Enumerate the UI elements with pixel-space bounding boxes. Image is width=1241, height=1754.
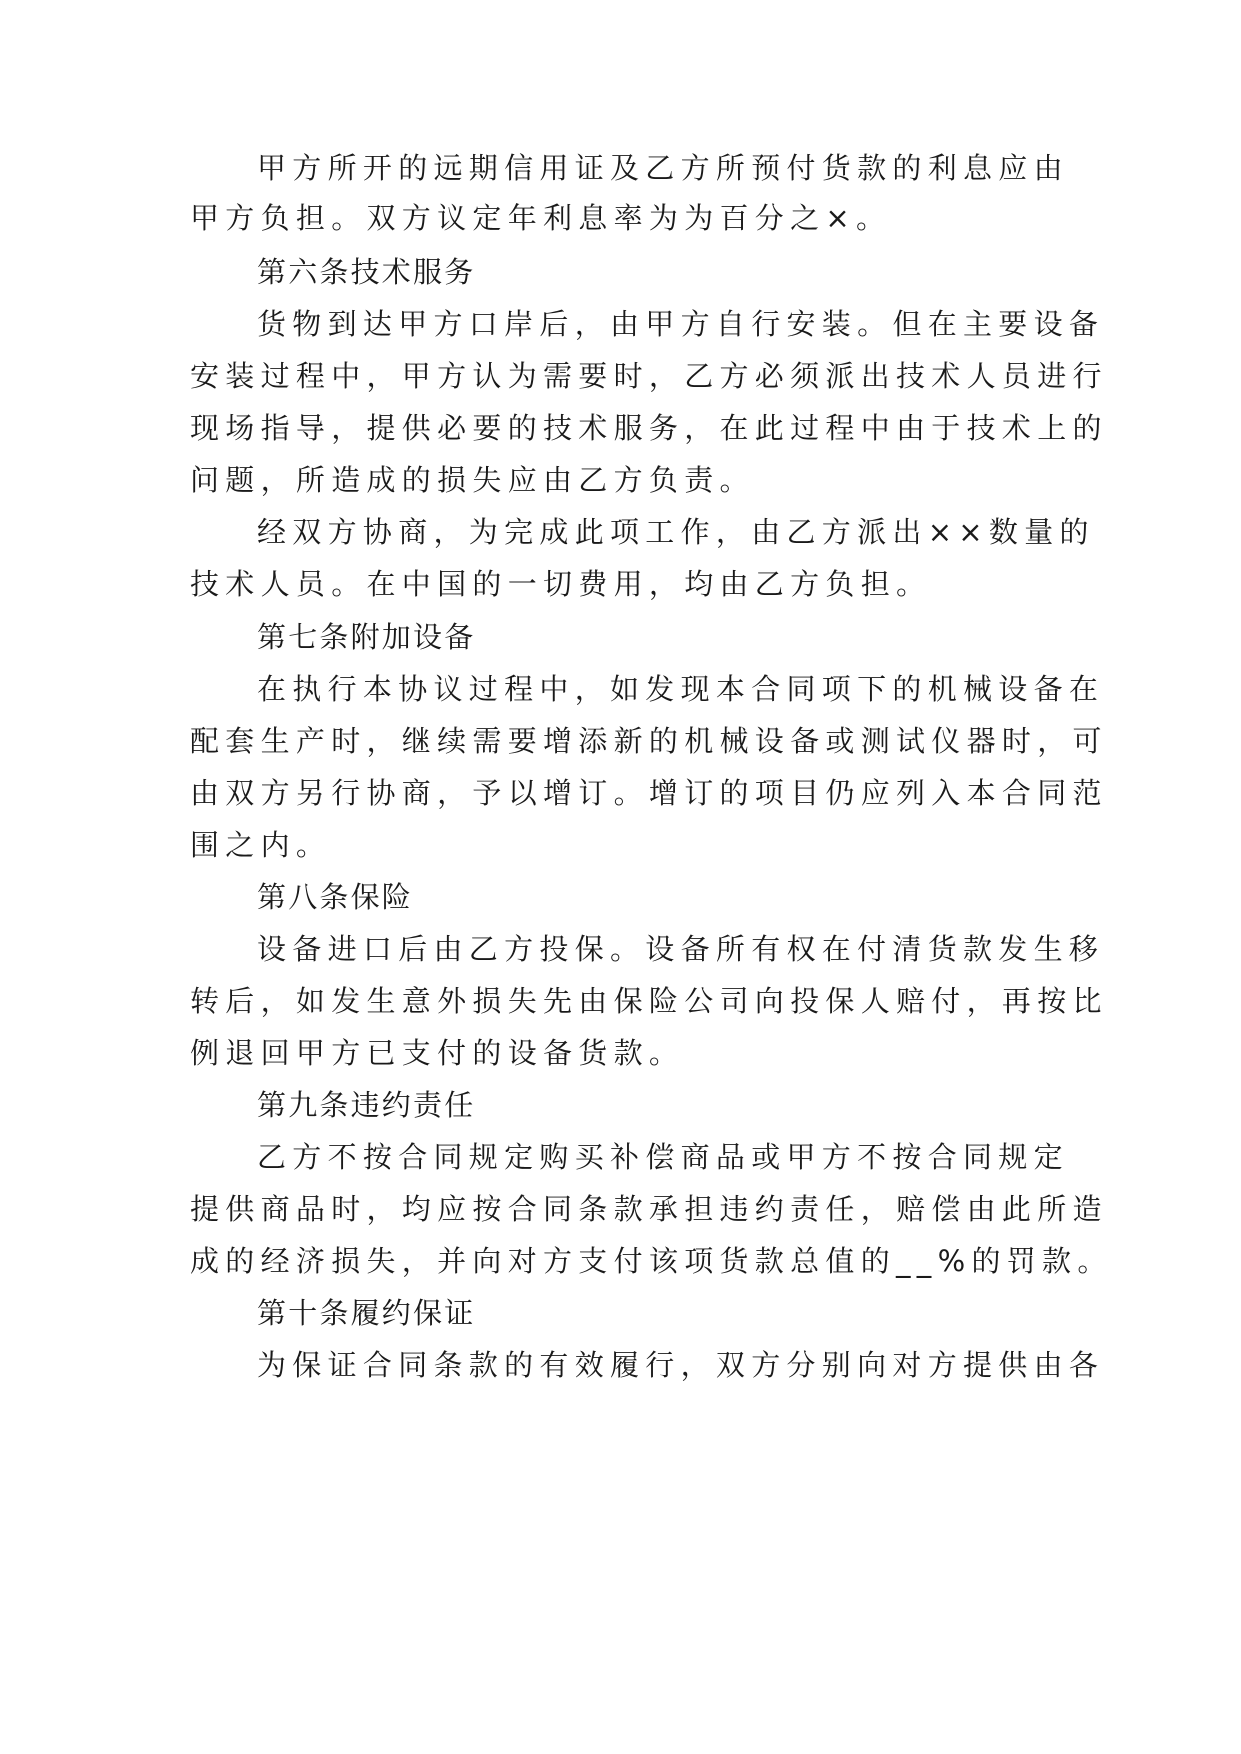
paragraph-line: 技术人员。在中国的一切费用，均由乙方负担。 [190,567,932,601]
paragraph-line: 经双方协商，为完成此项工作，由乙方派出××数量的 [257,515,1095,549]
paragraph-line: 问题，所造成的损失应由乙方负责。 [190,463,755,497]
section-heading: 第九条违约责任 [257,1088,476,1122]
paragraph-line: 甲方所开的远期信用证及乙方所预付货款的利息应由 [257,151,1069,185]
paragraph-line: 转后，如发生意外损失先由保险公司向投保人赔付，再按比 [190,984,1108,1018]
paragraph-line: 成的经济损失，并向对方支付该项货款总值的__%的罚款。 [190,1244,1113,1278]
paragraph-line: 货物到达甲方口岸后，由甲方自行安装。但在主要设备 [257,307,1105,341]
section-heading: 第十条履约保证 [257,1296,476,1330]
paragraph-line: 安装过程中，甲方认为需要时，乙方必须派出技术人员进行 [190,359,1108,393]
paragraph-line: 为保证合同条款的有效履行，双方分别向对方提供由各 [257,1348,1105,1382]
paragraph-line: 在执行本协议过程中，如发现本合同项下的机械设备在 [257,672,1105,706]
paragraph-line: 乙方不按合同规定购买补偿商品或甲方不按合同规定 [257,1140,1069,1174]
section-heading: 第八条保险 [257,880,414,914]
section-heading: 第七条附加设备 [257,620,476,654]
paragraph-line: 现场指导，提供必要的技术服务，在此过程中由于技术上的 [190,411,1108,445]
paragraph-line: 配套生产时，继续需要增添新的机械设备或测试仪器时，可 [190,724,1108,758]
paragraph-line: 甲方负担。双方议定年利息率为为百分之×。 [190,201,892,235]
paragraph-line: 由双方另行协商，予以增订。增订的项目仍应列入本合同范 [190,776,1108,810]
paragraph-line: 提供商品时，均应按合同条款承担违约责任，赔偿由此所造 [190,1192,1108,1226]
paragraph-line: 设备进口后由乙方投保。设备所有权在付清货款发生移 [257,932,1105,966]
paragraph-line: 围之内。 [190,828,332,862]
paragraph-line: 例退回甲方已支付的设备货款。 [190,1036,685,1070]
section-heading: 第六条技术服务 [257,255,476,289]
